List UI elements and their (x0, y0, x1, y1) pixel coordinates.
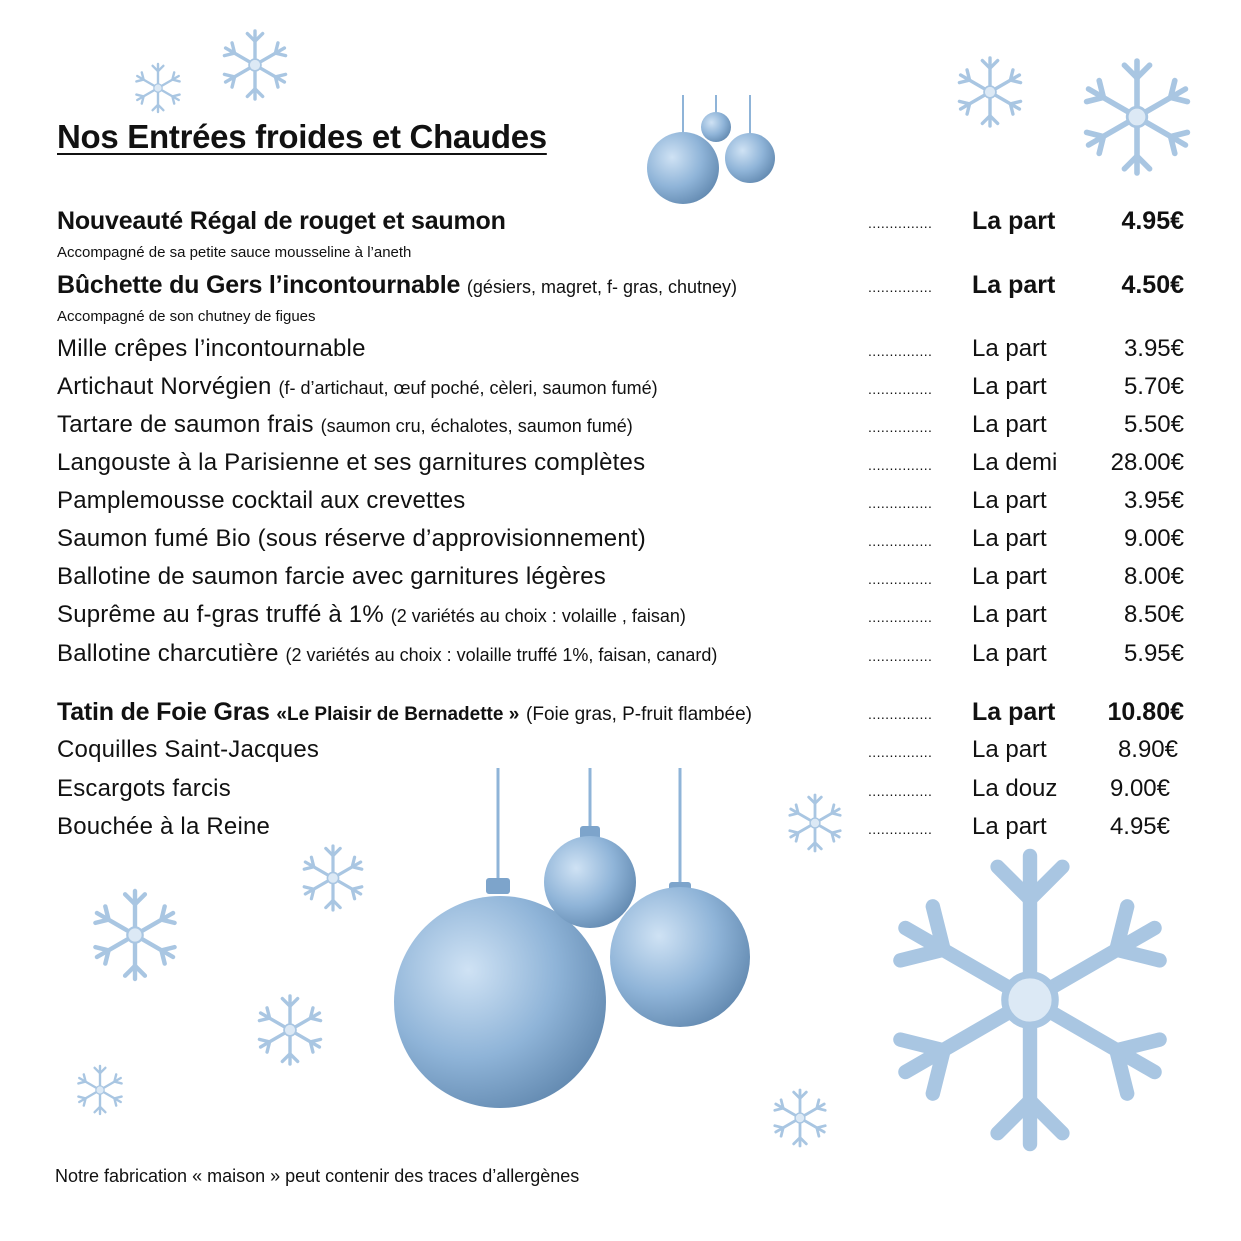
menu-item-name: Pamplemousse cocktail aux crevettes (57, 487, 466, 514)
menu-item-name: Bouchée à la Reine (57, 813, 271, 840)
menu-item-price: 3.95€ (1123, 335, 1184, 362)
menu-item-price: 28.00€ (1110, 449, 1184, 476)
menu-item-unit: La part (972, 487, 1047, 514)
menu-item-price: 5.95€ (1123, 640, 1184, 667)
menu-item (0, 562, 1241, 596)
menu-item-unit: La part (972, 563, 1047, 590)
menu-item (0, 697, 1241, 731)
menu-item-name: Suprême au f-gras truffé à 1% (2 variétés au choix : volaille , faisan) (57, 601, 686, 628)
menu-item-price: 4.95€ (1121, 207, 1184, 235)
menu-item-price: 8.00€ (1123, 563, 1184, 590)
menu-item-name: Ballotine charcutière (2 variétés au choix : volaille truffé 1%, faisan, canard) (57, 640, 718, 667)
menu-item-name: Tartare de saumon frais (saumon cru, échalotes, saumon fumé) (57, 411, 633, 438)
dot-leader: ............... (868, 533, 933, 549)
menu-item-description: Accompagné de son chutney de figues (57, 308, 316, 325)
menu-item-name: Bûchette du Gers l’incontournable (gésiers, magret, f- gras, chutney) (57, 271, 738, 299)
menu-item-unit: La part (972, 207, 1056, 235)
dot-leader: ............... (868, 457, 933, 473)
menu-item-price: 8.90€ (1117, 736, 1178, 763)
snowflake-icon (775, 1090, 825, 1146)
menu-item-unit: La demi (972, 449, 1058, 476)
menu-item-price: 4.95€ (1109, 813, 1170, 840)
menu-item (0, 372, 1241, 406)
menu-item-name: Artichaut Norvégien (f- d’artichaut, œuf poché, cèleri, saumon fumé) (57, 373, 658, 400)
menu-item (0, 486, 1241, 520)
menu-item-name: Tatin de Foie Gras «Le Plaisir de Bernadette » (Foie gras, P-fruit flambée) (57, 698, 753, 726)
menu-item-description: Accompagné de sa petite sauce mousseline à l’aneth (57, 244, 412, 261)
menu-item-unit: La part (972, 601, 1047, 628)
dot-leader: ............... (868, 706, 933, 722)
menu-item-unit: La part (972, 271, 1056, 299)
dot-leader: ............... (868, 571, 933, 587)
menu-item-price: 9.00€ (1123, 525, 1184, 552)
menu-item-unit: La part (972, 736, 1047, 763)
menu-item (0, 448, 1241, 482)
menu-item-price: 8.50€ (1123, 601, 1184, 628)
menu-item (0, 600, 1241, 634)
menu-item-name: Saumon fumé Bio (sous réserve d’approvisionnement) (57, 525, 646, 552)
menu-item (0, 812, 1241, 846)
menu-item (0, 735, 1241, 769)
menu-item-price: 3.95€ (1123, 487, 1184, 514)
dot-leader: ............... (868, 419, 933, 435)
menu-item-name: Mille crêpes l’incontournable (57, 335, 366, 362)
menu-item-unit: La part (972, 525, 1047, 552)
menu-item-name: Coquilles Saint-Jacques (57, 736, 320, 763)
snowflake-icon (259, 996, 320, 1064)
snowflake-icon (304, 846, 362, 910)
dot-leader: ............... (868, 381, 933, 397)
dot-leader: ............... (868, 744, 933, 760)
snowflake-icon (95, 891, 174, 979)
menu-item (0, 524, 1241, 558)
snowflake-icon (136, 64, 179, 112)
menu-item-price: 4.50€ (1121, 271, 1184, 299)
menu-item (0, 410, 1241, 444)
dot-leader: ............... (868, 783, 933, 799)
allergen-note: Notre fabrication « maison » peut contenir des traces d’allergènes (55, 1166, 580, 1186)
menu-item-price: 5.70€ (1123, 373, 1184, 400)
dot-leader: ............... (868, 821, 933, 837)
menu-item-unit: La part (972, 411, 1047, 438)
menu-item-unit: La part (972, 335, 1047, 362)
snowflake-icon (1087, 61, 1188, 173)
menu-item (0, 639, 1241, 673)
menu-item (0, 774, 1241, 808)
menu-item-name: Langouste à la Parisienne et ses garnitures complètes (57, 449, 646, 476)
page-title: Nos Entrées froides et Chaudes (57, 118, 547, 155)
menu-item-unit: La part (972, 698, 1056, 726)
snowflake-icon (959, 58, 1020, 126)
menu-item-unit: La douz (972, 775, 1058, 802)
menu-item-unit: La part (972, 640, 1047, 667)
menu-item-unit: La part (972, 373, 1047, 400)
christmas-bauble-icon (647, 95, 775, 204)
menu-item-name: Ballotine de saumon farcie avec garnitures légères (57, 563, 606, 590)
dot-leader: ............... (868, 215, 933, 231)
menu-item-unit: La part (972, 813, 1047, 840)
dot-leader: ............... (868, 279, 933, 295)
menu-item-price: 5.50€ (1123, 411, 1184, 438)
menu-item (0, 334, 1241, 368)
dot-leader: ............... (868, 495, 933, 511)
dot-leader: ............... (868, 343, 933, 359)
menu-item-name: Escargots farcis (57, 775, 231, 802)
dot-leader: ............... (868, 609, 933, 625)
menu-item (0, 270, 1241, 304)
snowflake-icon (78, 1066, 121, 1114)
menu-item-price: 9.00€ (1109, 775, 1170, 802)
dot-leader: ............... (868, 648, 933, 664)
menu-item-name: Nouveauté Régal de rouget et saumon (57, 207, 506, 235)
menu-item (0, 206, 1241, 240)
snowflake-icon (900, 856, 1159, 1144)
snowflake-icon (224, 31, 285, 99)
menu-item-price: 10.80€ (1107, 698, 1184, 726)
